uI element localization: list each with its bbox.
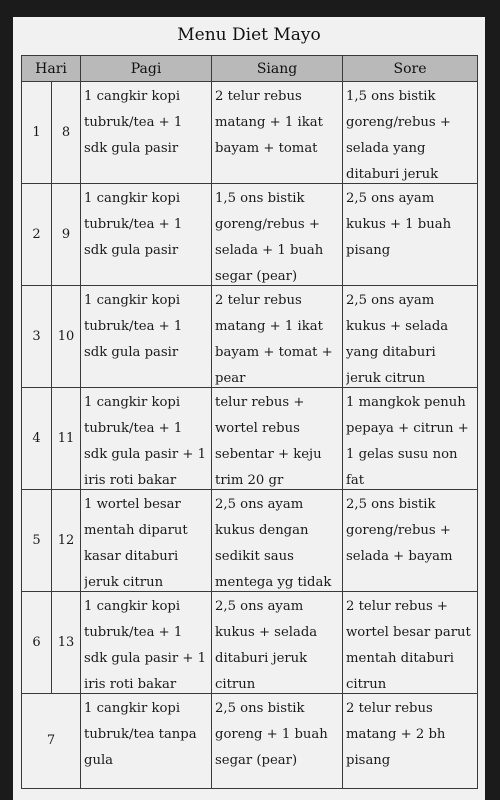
sore-cell: [343, 82, 478, 184]
pagi-cell: [81, 592, 212, 694]
day-cell: 11: [52, 388, 81, 490]
pagi-text: 1 cangkir kopi tubruk/tea + 1 sdk gula pasir + 1 iris roti bakar: [84, 395, 207, 488]
table-row: [22, 388, 478, 490]
day-cell: 10: [52, 286, 81, 388]
siang-cell: [212, 592, 343, 694]
menu-title: Menu Diet Mayo: [177, 25, 321, 45]
day-cell: 4: [22, 388, 52, 490]
sore-text: 1,5 ons bistik goreng/rebus + selada yang ditaburi jeruk: [346, 89, 451, 182]
header-pagi: Pagi: [81, 56, 212, 82]
pagi-cell: [81, 184, 212, 286]
sore-text: 1 mangkok penuh pepaya + citrun + 1 gelas susu non fat: [346, 395, 469, 488]
siang-cell: [212, 490, 343, 592]
header-row: [22, 56, 478, 82]
day-cell: 8: [52, 82, 81, 184]
pagi-text: 1 cangkir kopi tubruk/tea + 1 sdk gula pasir: [84, 191, 183, 258]
day-cell: 1: [22, 82, 52, 184]
day-cell: 12: [52, 490, 81, 592]
pagi-cell: [81, 490, 212, 592]
day-cell: 7: [22, 694, 81, 789]
siang-cell: [212, 82, 343, 184]
pagi-cell: [81, 388, 212, 490]
day-cell: 5: [22, 490, 52, 592]
pagi-cell: [81, 286, 212, 388]
pagi-cell: [81, 82, 212, 184]
menu-table: [21, 55, 478, 789]
header-siang: Siang: [212, 56, 343, 82]
siang-text: 2,5 ons bistik goreng + 1 buah segar (pear): [215, 701, 328, 768]
table-row: [22, 184, 478, 286]
pagi-text: 1 cangkir kopi tubruk/tea + 1 sdk gula pasir + 1 iris roti bakar: [84, 599, 207, 692]
sore-text: 2 telur rebus + wortel besar parut mentah ditaburi citrun: [346, 599, 471, 692]
day-cell: 13: [52, 592, 81, 694]
sore-cell: [343, 490, 478, 592]
day-cell: 9: [52, 184, 81, 286]
pagi-text: 1 cangkir kopi tubruk/tea + 1 sdk gula pasir: [84, 293, 183, 360]
table-row: [22, 82, 478, 184]
sore-cell: [343, 694, 478, 789]
pagi-text: 1 cangkir kopi tubruk/tea tanpa gula: [84, 701, 197, 768]
header-sore: Sore: [343, 56, 478, 82]
siang-cell: [212, 184, 343, 286]
sore-text: 2,5 ons ayam kukus + selada yang ditaburi jeruk citrun: [346, 293, 449, 386]
pagi-text: 1 wortel besar mentah diparut kasar ditaburi jeruk citrun: [84, 497, 188, 590]
sore-cell: [343, 286, 478, 388]
siang-cell: [212, 694, 343, 789]
day-cell: 2: [22, 184, 52, 286]
siang-text: 2 telur rebus matang + 1 ikat bayam + tomat: [215, 89, 323, 156]
table-row: [22, 490, 478, 592]
menu-sheet: [13, 17, 485, 800]
siang-text: 2 telur rebus matang + 1 ikat bayam + tomat + pear: [215, 293, 333, 386]
sore-cell: [343, 388, 478, 490]
sore-text: 2,5 ons bistik goreng/rebus + selada + bayam: [346, 497, 453, 564]
siang-cell: [212, 286, 343, 388]
siang-cell: [212, 388, 343, 490]
pagi-text: 1 cangkir kopi tubruk/tea + 1 sdk gula pasir: [84, 89, 183, 156]
day-cell: 6: [22, 592, 52, 694]
table-row: [22, 286, 478, 388]
sore-cell: [343, 592, 478, 694]
day-cell: 3: [22, 286, 52, 388]
pagi-cell: [81, 694, 212, 789]
table-row: [22, 694, 478, 789]
siang-text: 1,5 ons bistik goreng/rebus + selada + 1 buah segar (pear): [215, 191, 324, 284]
table-row: [22, 592, 478, 694]
siang-text: 2,5 ons ayam kukus dengan sedikit saus mentega yg tidak: [215, 497, 332, 590]
sore-text: 2,5 ons ayam kukus + 1 buah pisang: [346, 191, 452, 258]
sore-text: 2 telur rebus matang + 2 bh pisang: [346, 701, 446, 768]
header-hari: Hari: [22, 56, 81, 82]
siang-text: 2,5 ons ayam kukus + selada ditaburi jeruk citrun: [215, 599, 318, 692]
siang-text: telur rebus + wortel rebus sebentar + keju trim 20 gr: [215, 395, 322, 488]
sore-cell: [343, 184, 478, 286]
